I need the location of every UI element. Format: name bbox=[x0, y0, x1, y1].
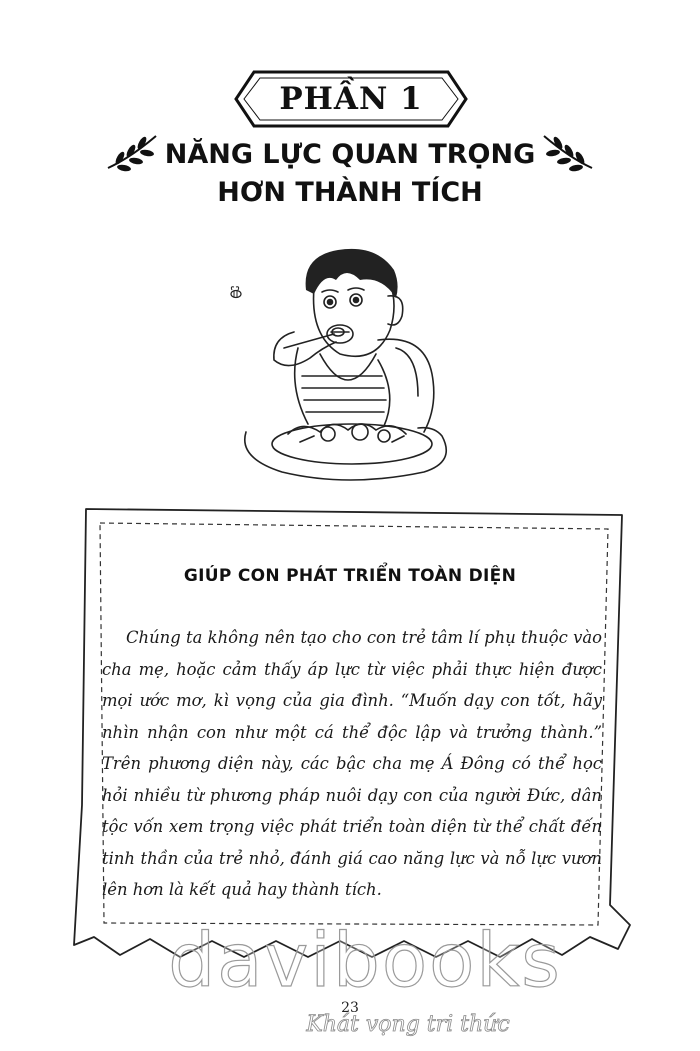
bee-icon bbox=[231, 287, 241, 298]
watermark-slogan: Khát vọng tri thức bbox=[306, 1012, 510, 1037]
box-body-text: Chúng ta không nên tạo cho con trẻ tâm lí phụ thuộc vào cha mẹ, hoặc cảm thấy áp lực từ việc phải thực hiện được mọi ước mơ, kì vọng của gia đình. “Muốn dạy con tốt, hãy nhìn nhận con như một cá thể độc lập và trưởng thành.” Trên phương diện này, các bậc cha mẹ Á Đông có thể học hỏi nhiều từ phương pháp nuôi dạy con của người Đức, dân tộc vốn xem trọng việc phát triển toàn diện từ thể chất đến tinh thần của trẻ nhỏ, đánh giá cao năng lực và nỗ lực vươn lên hơn là kết quả hay thành tích. bbox=[102, 628, 602, 899]
title-line-1: NĂNG LỰC QUAN TRỌNG bbox=[164, 139, 536, 170]
box-heading: GIÚP CON PHÁT TRIỂN TOÀN DIỆN bbox=[183, 566, 517, 586]
part-label: PHẦN 1 bbox=[279, 81, 423, 117]
watermark-brand: davibooks bbox=[168, 918, 562, 1004]
page-number: 23 bbox=[341, 1000, 359, 1016]
section-title bbox=[140, 136, 560, 212]
part-banner bbox=[232, 68, 470, 130]
child-eating-illustration bbox=[228, 236, 468, 494]
title-line-2: HƠN THÀNH TÍCH bbox=[217, 177, 483, 208]
